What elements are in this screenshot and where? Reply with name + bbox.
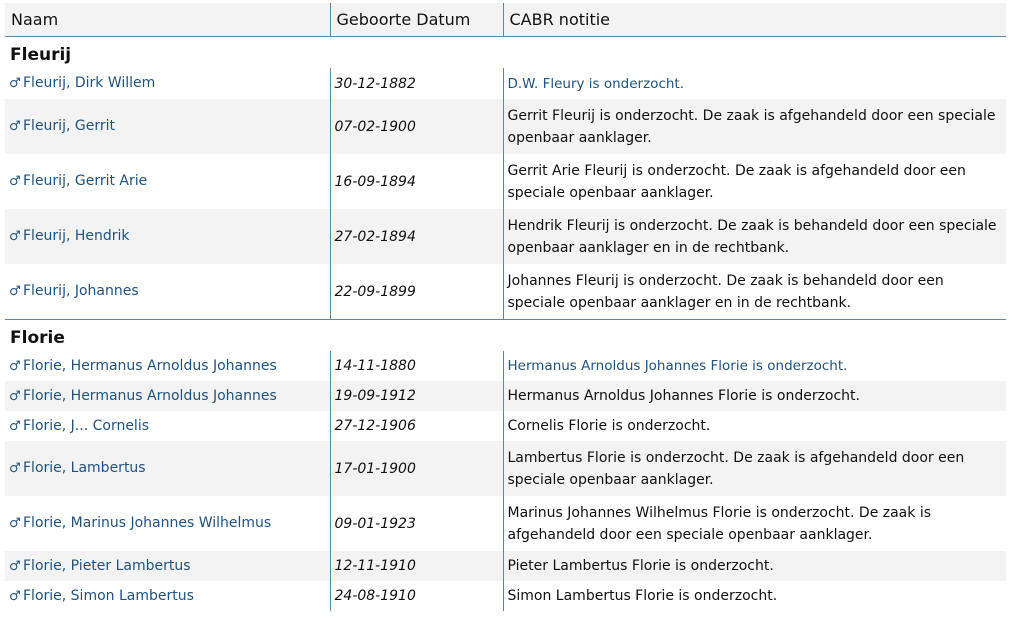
male-icon: ♂ [9, 76, 21, 91]
table-row [5, 581, 1006, 611]
cabr-note: Lambertus Florie is onderzocht. De zaak is afgehandeld door een speciale openbaar aanklager. [503, 441, 1006, 496]
person-name-link[interactable] [5, 99, 330, 154]
group-header [5, 37, 1006, 69]
birth-date: 24-08-1910 [330, 581, 503, 611]
table-row [5, 496, 1006, 551]
person-name-link[interactable] [5, 411, 330, 441]
table-row [5, 99, 1006, 154]
male-icon: ♂ [9, 418, 21, 434]
birth-date: 12-11-1910 [330, 551, 503, 581]
male-icon: ♂ [9, 558, 21, 574]
person-name-link[interactable] [5, 154, 330, 209]
birth-date: 14-11-1880 [330, 351, 503, 381]
birth-date: 27-02-1894 [330, 209, 503, 264]
column-header-cabr-note[interactable]: CABR notitie [503, 3, 1006, 37]
male-icon: ♂ [9, 588, 21, 604]
table-row [5, 411, 1006, 441]
male-icon: ♂ [9, 229, 21, 244]
cabr-note: Johannes Fleurij is onderzocht. De zaak is behandeld door een speciale openbaar aanklager en in de rechtbank. [503, 264, 1006, 320]
group-header [5, 320, 1006, 352]
cabr-note: Marinus Johannes Wilhelmus Florie is onderzocht. De zaak is afgehandeld door een speciale openbaar aanklager. [503, 496, 1006, 551]
cabr-note-link[interactable]: Hermanus Arnoldus Johannes Florie is onderzocht. [503, 351, 1006, 381]
male-icon: ♂ [9, 516, 21, 531]
birth-date: 22-09-1899 [330, 264, 503, 320]
person-name-link[interactable] [5, 551, 330, 581]
cabr-note: Gerrit Arie Fleurij is onderzocht. De zaak is afgehandeld door een speciale openbaar aanklager. [503, 154, 1006, 209]
cabr-note: Hermanus Arnoldus Johannes Florie is onderzocht. [503, 381, 1006, 411]
table-header-row [5, 3, 1006, 37]
birth-date: 17-01-1900 [330, 441, 503, 496]
male-icon: ♂ [9, 174, 21, 189]
person-name[interactable]: Fleurij, Gerrit Arie [23, 173, 148, 189]
table-row [5, 441, 1006, 496]
group-surname: Fleurij [5, 37, 1006, 69]
male-icon: ♂ [9, 461, 21, 476]
person-name-link[interactable] [5, 264, 330, 320]
person-name-link[interactable] [5, 68, 330, 99]
person-name[interactable]: Florie, Simon Lambertus [23, 587, 194, 604]
cabr-note: Simon Lambertus Florie is onderzocht. [503, 581, 1006, 611]
birth-date: 16-09-1894 [330, 154, 503, 209]
person-name[interactable]: Florie, Hermanus Arnoldus Johannes [23, 357, 277, 374]
person-name[interactable]: Florie, Pieter Lambertus [23, 557, 191, 574]
table-row [5, 68, 1006, 99]
cabr-table [5, 3, 1006, 611]
person-name-link[interactable] [5, 496, 330, 551]
cabr-note-link[interactable]: D.W. Fleury is onderzocht. [503, 68, 1006, 99]
cabr-note: Gerrit Fleurij is onderzocht. De zaak is afgehandeld door een speciale openbaar aanklager. [503, 99, 1006, 154]
person-name[interactable]: Florie, Hermanus Arnoldus Johannes [23, 387, 277, 404]
person-name-link[interactable] [5, 381, 330, 411]
table-row [5, 351, 1006, 381]
table-row [5, 551, 1006, 581]
cabr-note: Pieter Lambertus Florie is onderzocht. [503, 551, 1006, 581]
column-header-birth-date[interactable]: Geboorte Datum [330, 3, 503, 37]
male-icon: ♂ [9, 358, 21, 374]
person-name-link[interactable] [5, 441, 330, 496]
group-florie [5, 320, 1006, 612]
birth-date: 30-12-1882 [330, 68, 503, 99]
person-name-link[interactable] [5, 581, 330, 611]
birth-date: 07-02-1900 [330, 99, 503, 154]
table-row [5, 264, 1006, 320]
male-icon: ♂ [9, 119, 21, 134]
male-icon: ♂ [9, 284, 21, 299]
column-header-name[interactable]: Naam [5, 3, 330, 37]
table-row [5, 381, 1006, 411]
group-fleurij [5, 37, 1006, 320]
cabr-note: Hendrik Fleurij is onderzocht. De zaak is behandeld door een speciale openbaar aanklager en in de rechtbank. [503, 209, 1006, 264]
birth-date: 19-09-1912 [330, 381, 503, 411]
male-icon: ♂ [9, 388, 21, 404]
group-surname: Florie [5, 320, 1006, 352]
cabr-note: Cornelis Florie is onderzocht. [503, 411, 1006, 441]
table-row [5, 154, 1006, 209]
person-name[interactable]: Florie, Lambertus [23, 460, 146, 476]
person-name[interactable]: Fleurij, Johannes [23, 283, 139, 299]
person-name[interactable]: Fleurij, Gerrit [23, 118, 115, 134]
person-name[interactable]: Fleurij, Hendrik [23, 228, 130, 244]
birth-date: 09-01-1923 [330, 496, 503, 551]
person-name[interactable]: Fleurij, Dirk Willem [23, 75, 156, 91]
table-row [5, 209, 1006, 264]
birth-date: 27-12-1906 [330, 411, 503, 441]
person-name[interactable]: Florie, Marinus Johannes Wilhelmus [23, 515, 272, 531]
person-name-link[interactable] [5, 209, 330, 264]
person-name[interactable]: Florie, J... Cornelis [23, 417, 150, 434]
person-name-link[interactable] [5, 351, 330, 381]
